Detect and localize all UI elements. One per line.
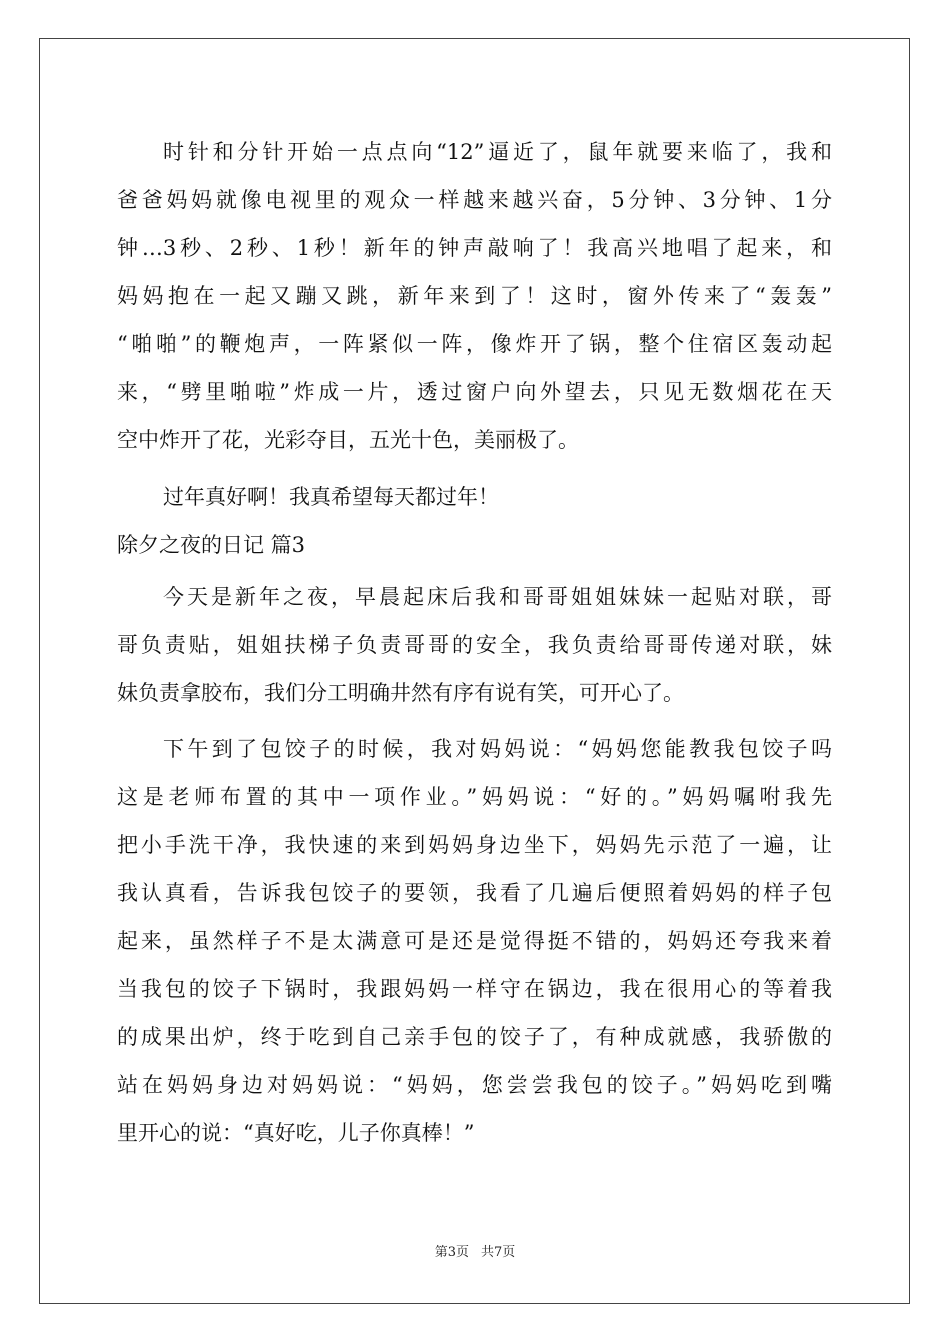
paragraph-line: 过年真好啊！我真希望每天都过年！ [163, 485, 499, 509]
paragraph-line: 里开心的说：“真好吃，儿子你真棒！” [117, 1121, 475, 1145]
paragraph-line: 站在妈妈身边对妈妈说：“妈妈，您尝尝我包的饺子。”妈妈吃到嘴 [117, 1073, 832, 1097]
paragraph-line: “啪啪”的鞭炮声，一阵紧似一阵，像炸开了锅，整个住宿区轰动起 [117, 332, 832, 356]
paragraph-line: 当我包的饺子下锅时，我跟妈妈一样守在锅边，我在很用心的等着我 [117, 977, 832, 1001]
paragraph-line: 空中炸开了花，光彩夺目，五光十色，美丽极了。 [117, 428, 579, 452]
current-page-label: 第3页 [434, 1245, 469, 1260]
paragraph-line: 下午到了包饺子的时候，我对妈妈说：“妈妈您能教我包饺子吗 [163, 737, 832, 761]
paragraph-line: 哥负责贴，姐姐扶梯子负责哥哥的安全，我负责给哥哥传递对联，妹 [117, 633, 832, 657]
paragraph-line: 的成果出炉，终于吃到自己亲手包的饺子了，有种成就感，我骄傲的 [117, 1025, 832, 1049]
paragraph-line: 妈妈抱在一起又蹦又跳，新年来到了！这时，窗外传来了“轰轰” [117, 284, 832, 308]
paragraph-line: 起来，虽然样子不是太满意可是还是觉得挺不错的，妈妈还夸我来着 [117, 929, 832, 953]
page-footer [0, 1245, 950, 1261]
paragraph-line: 爸爸妈妈就像电视里的观众一样越来越兴奋，5分钟、3分钟、1分 [117, 188, 832, 212]
paragraph-line: 这是老师布置的其中一项作业。”妈妈说：“好的。”妈妈嘱咐我先 [117, 785, 832, 809]
page-border [39, 38, 910, 1304]
paragraph-line: 我认真看，告诉我包饺子的要领，我看了几遍后便照着妈妈的样子包 [117, 881, 832, 905]
paragraph-line: 今天是新年之夜，早晨起床后我和哥哥姐姐妹妹一起贴对联，哥 [163, 585, 832, 609]
section-heading: 除夕之夜的日记 篇3 [117, 533, 306, 557]
paragraph-line: 把小手洗干净，我快速的来到妈妈身边坐下，妈妈先示范了一遍，让 [117, 833, 832, 857]
total-pages-label: 共7页 [481, 1245, 516, 1260]
paragraph-line: 来，“劈里啪啦”炸成一片，透过窗户向外望去，只见无数烟花在天 [117, 380, 832, 404]
paragraph-line: 时针和分针开始一点点向“12”逼近了，鼠年就要来临了，我和 [163, 140, 832, 164]
paragraph-line: 钟…3秒、2秒、1秒！新年的钟声敲响了！我高兴地唱了起来，和 [117, 236, 832, 260]
paragraph-line: 妹负责拿胶布，我们分工明确井然有序有说有笑，可开心了。 [117, 681, 684, 705]
